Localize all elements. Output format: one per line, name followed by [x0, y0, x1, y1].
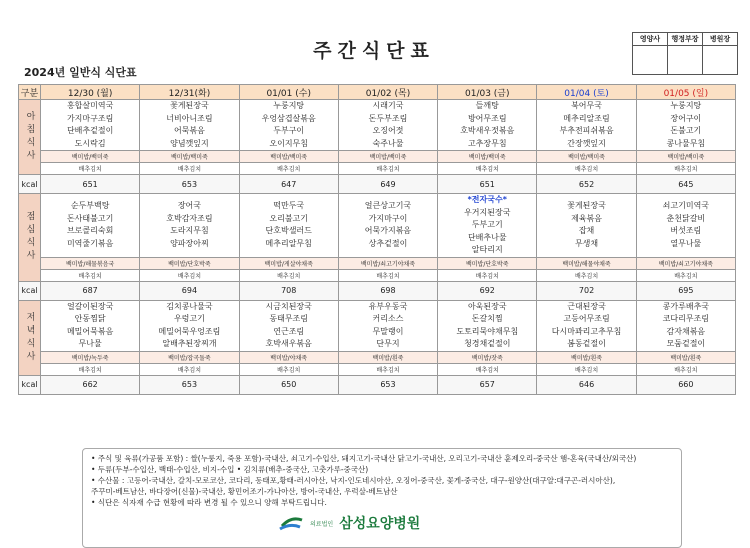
- approval-signature-cell: [633, 46, 668, 75]
- dish-item: 단호박샐러드: [265, 226, 312, 236]
- dish-item: 고추장무침: [467, 138, 507, 148]
- menu-sheet: [10, 28, 738, 532]
- approval-signature-cell: [668, 46, 703, 75]
- day-dishes: [140, 194, 239, 258]
- rice-porridge: 백미밥/백미죽: [636, 151, 735, 163]
- dish-item: 알타리지: [471, 245, 503, 254]
- kcal-value: 653: [140, 375, 239, 394]
- day-header: 12/31(화): [140, 85, 239, 100]
- header-row: [19, 85, 736, 100]
- dish-item: 우렁고기: [173, 314, 205, 323]
- kcal-value: 687: [41, 281, 140, 300]
- dish-item: 두부구이: [273, 126, 305, 135]
- dish-item: 간장깻잎지: [567, 138, 606, 148]
- dish-item: 안동찜닭: [74, 314, 106, 323]
- day-header-saturday: 01/04 (토): [537, 85, 636, 100]
- dish-item: 도시락김: [74, 138, 106, 148]
- meal-kimchi-row: [19, 163, 736, 175]
- dish-item: 얼갈이된장국: [66, 301, 114, 311]
- day-dishes: [636, 300, 735, 351]
- kimchi: 배추김치: [636, 363, 735, 375]
- kcal-value: 698: [338, 281, 437, 300]
- kcal-value: 649: [338, 175, 437, 194]
- dish-item: 단배추겉절이: [66, 126, 114, 135]
- dish-item: 홍합살미역국: [66, 101, 114, 110]
- rice-porridge: 백미밥/흰죽: [338, 351, 437, 363]
- logo-name: 삼성요양병원: [339, 516, 421, 532]
- dish-item: 춘천닭갈비: [666, 213, 706, 223]
- dish-item: 북어무국: [571, 101, 602, 110]
- kcal-value: 695: [636, 281, 735, 300]
- dish-item: 돈갈치찜: [471, 314, 503, 323]
- kimchi: 배추김치: [41, 269, 140, 281]
- dish-item: 코다리무조림: [662, 314, 710, 323]
- rice-porridge: 백미밥/백미죽: [338, 151, 437, 163]
- day-header-sunday: 01/05 (일): [636, 85, 735, 100]
- rice-porridge: 백미밥/백미죽: [41, 151, 140, 163]
- kcal-value: 692: [438, 281, 537, 300]
- rice-porridge: 백미밥/게살야채죽: [239, 257, 338, 269]
- meal-dishes-row: [19, 300, 736, 351]
- day-dishes: [41, 100, 140, 151]
- note-line: • 수산물 : 고등어-국내산, 갈치-모로코산, 코다리, 동태포,황태-러시아산, 낙지-인도네시아산, 오징어-중국산, 꽃게-중국산, 대구-원양산(대구알:대구곤-러시아산),: [91, 476, 616, 485]
- kcal-value: 652: [537, 175, 636, 194]
- approval-label: 영양사: [633, 33, 668, 46]
- meal-kimchi-row: [19, 363, 736, 375]
- dish-item: 도라지무침: [170, 226, 209, 236]
- dish-item: 김치콩나물국: [166, 301, 213, 311]
- dish-item: 어묵볶음: [173, 126, 205, 135]
- rice-porridge: 백미밥/백미죽: [438, 151, 537, 163]
- kimchi: 배추김치: [438, 269, 537, 281]
- kcal-row: [19, 175, 736, 194]
- kimchi: 배추김치: [438, 163, 537, 175]
- day-dishes: [239, 100, 338, 151]
- kcal-value: 702: [537, 281, 636, 300]
- dish-item: 너비아니조림: [166, 113, 213, 123]
- rice-porridge: 백미밥/단호박죽: [438, 257, 537, 269]
- day-dishes: [338, 100, 437, 151]
- kimchi: 배추김치: [239, 363, 338, 375]
- note-line: 주꾸미-베트남산, 바다장어(신물)-국내산, 황민어조기-가나아산, 방어-국내산, 우럭살-베트남산: [91, 487, 398, 496]
- meal-dishes-row: [19, 194, 736, 258]
- rice-porridge: 백미밥/녹두죽: [41, 351, 140, 363]
- day-header: 01/02 (목): [338, 85, 437, 100]
- dish-item: 호박새우젓볶음: [460, 126, 515, 135]
- dish-item: 장어국: [177, 201, 202, 211]
- meal-rice-row: [19, 351, 736, 363]
- kimchi: 배추김치: [239, 163, 338, 175]
- kimchi: 배추김치: [338, 269, 437, 281]
- kimchi: 배추김치: [537, 163, 636, 175]
- page-subtitle: 2024년 일반식 식단표: [24, 66, 137, 79]
- dish-item: 순두부백탕: [70, 201, 110, 211]
- dish-item: 시래기국: [372, 101, 404, 110]
- rice-porridge: 백미밥/잡곡돌죽: [140, 351, 239, 363]
- approval-label: 행정부장: [668, 33, 703, 46]
- meal-dishes-row: [19, 100, 736, 151]
- dish-item: 무말랭이: [372, 326, 404, 336]
- kimchi: 배추김치: [140, 163, 239, 175]
- kimchi: 배추김치: [636, 163, 735, 175]
- dish-item: 메추리알무침: [265, 238, 312, 248]
- hospital-logo-icon: [278, 514, 304, 532]
- dish-item: 단배추나물: [467, 232, 507, 242]
- kimchi: 배추김치: [338, 363, 437, 375]
- note-line: • 식단은 식자재 수급 현황에 따라 변경 될 수 있으니 양해 부탁드립니다.: [91, 498, 327, 507]
- kimchi: 배추김치: [338, 163, 437, 175]
- kcal-value: 694: [140, 281, 239, 300]
- kimchi: 배추김치: [140, 269, 239, 281]
- dish-item: 돈불고기: [670, 126, 702, 135]
- dish-item: 동태무조림: [269, 314, 309, 323]
- dish-item: 숙주나물: [372, 138, 404, 148]
- kcal-value: 657: [438, 375, 537, 394]
- dish-item: 버섯조림: [670, 226, 702, 236]
- dish-item: 다시마꽈리고추무침: [551, 326, 622, 336]
- dish-item: 무생채: [574, 238, 599, 248]
- rice-porridge: 백미밥/단호박죽: [140, 257, 239, 269]
- day-dishes: [338, 194, 437, 258]
- kimchi: 배추김치: [140, 363, 239, 375]
- dish-item: 우거지된장국: [464, 207, 511, 217]
- dish-item: 누룽지탕: [670, 101, 702, 110]
- dish-item: 떡만두국: [273, 201, 305, 211]
- day-dishes: [537, 100, 636, 151]
- meal-rice-row: [19, 151, 736, 163]
- dish-item: 잡채: [578, 226, 595, 236]
- dish-item: 고등어무조림: [563, 314, 610, 323]
- meal-name-label: 저녁식사: [24, 311, 35, 364]
- kcal-label: kcal: [19, 375, 41, 394]
- dish-item: 얼큰상고기국: [364, 201, 412, 211]
- kcal-value: 650: [239, 375, 338, 394]
- dish-item: 브로콜리숙회: [66, 226, 114, 236]
- dish-item: 열무나물: [670, 238, 702, 248]
- dish-item: 유부우동국: [368, 301, 408, 311]
- day-dishes: [537, 194, 636, 258]
- dish-item: 메밀어묵볶음: [66, 326, 114, 336]
- dish-item: 들깨탕: [475, 101, 499, 110]
- dish-item: 모둠겉절이: [666, 339, 706, 348]
- logo-prefix: 의료법인: [310, 520, 334, 528]
- kimchi: 배추김치: [636, 269, 735, 281]
- dish-item: 돈사태불고기: [66, 213, 114, 223]
- dish-item: 콩나물무침: [666, 138, 706, 148]
- origin-notes: [82, 448, 682, 548]
- dish-item: 연근조림: [273, 326, 305, 336]
- day-header: 01/03 (금): [438, 85, 537, 100]
- kcal-label: kcal: [19, 175, 41, 194]
- dish-item: 단무지: [376, 339, 400, 348]
- dish-item: 아욱된장국: [467, 301, 507, 311]
- kcal-value: 651: [41, 175, 140, 194]
- dish-item: 가지마구이: [368, 213, 408, 223]
- dish-item: 돈두부조림: [368, 113, 408, 123]
- dish-item: 호박감자조림: [166, 213, 213, 223]
- dish-item: 양념깻잎지: [170, 138, 209, 148]
- dish-item: *전자국수*: [467, 195, 507, 204]
- meal-kimchi-row: [19, 269, 736, 281]
- meal-name: [19, 300, 41, 375]
- rice-porridge: 백미밥/잣죽: [438, 351, 537, 363]
- kimchi: 배추김치: [537, 363, 636, 375]
- note-line: • 두류(두부-수입산, 백태-수입산, 비지-수입 • 김치류(배추-중국산, 고춧가루-중국산): [91, 465, 369, 474]
- dish-item: 쇠고기미역국: [662, 201, 710, 211]
- dish-item: 오리불고기: [269, 213, 309, 223]
- dish-item: 누룽지탕: [273, 101, 305, 110]
- dish-item: 무나물: [78, 339, 102, 348]
- dish-item: 근대된장국: [567, 301, 606, 311]
- dish-item: 상추겉절이: [368, 238, 408, 248]
- day-dishes: [41, 194, 140, 258]
- dish-item: 시금치된장국: [265, 301, 312, 311]
- dish-item: 장어구이: [670, 113, 702, 123]
- kcal-label: kcal: [19, 281, 41, 300]
- dish-item: 우엉삼겹살볶음: [261, 113, 316, 123]
- day-dishes: [438, 300, 537, 351]
- dish-item: 도토리묵야채무침: [456, 326, 519, 336]
- weekly-menu-table: [18, 84, 736, 395]
- meal-name-label: 점심식사: [24, 211, 35, 264]
- rice-porridge: 백미밥/흰죽: [537, 351, 636, 363]
- dish-item: 감자채볶음: [666, 326, 706, 336]
- kcal-value: 645: [636, 175, 735, 194]
- rice-porridge: 백미밥/야채죽: [239, 351, 338, 363]
- rice-porridge: 백미밥/쇠고기야채죽: [636, 257, 735, 269]
- dish-item: 미역줄기볶음: [66, 238, 114, 248]
- dish-item: 봄동겉절이: [567, 339, 606, 348]
- rice-porridge: 백미밥/해물야채죽: [537, 257, 636, 269]
- dish-item: 제육볶음: [571, 213, 602, 223]
- dish-item: 가지마구조림: [66, 113, 114, 123]
- dish-item: 양파장아찌: [170, 238, 209, 248]
- kimchi: 배추김치: [41, 163, 140, 175]
- day-dishes: [140, 300, 239, 351]
- dish-item: 방어무조림: [467, 113, 507, 123]
- day-header: 12/30 (월): [41, 85, 140, 100]
- day-dishes: [438, 194, 537, 258]
- header-label: 구분: [19, 85, 41, 100]
- dish-item: 콩가루배추국: [662, 301, 710, 311]
- dish-item: 어묵가지볶음: [364, 226, 412, 236]
- kimchi: 배추김치: [537, 269, 636, 281]
- kimchi: 배추김치: [239, 269, 338, 281]
- dish-item: 청경채겉절이: [464, 339, 511, 348]
- kcal-value: 653: [338, 375, 437, 394]
- day-dishes: [636, 100, 735, 151]
- dish-item: 오이지무침: [269, 138, 309, 148]
- rice-porridge: 백미밥/흰죽: [636, 351, 735, 363]
- dish-item: 메밀어묵우엉조림: [158, 326, 221, 336]
- approval-box: [632, 32, 738, 75]
- rice-porridge: 백미밥/백미죽: [239, 151, 338, 163]
- approval-label: 병원장: [703, 33, 738, 46]
- kimchi: 배추김치: [438, 363, 537, 375]
- kcal-row: [19, 375, 736, 394]
- kcal-value: 653: [140, 175, 239, 194]
- dish-item: 꽃게된장국: [170, 101, 209, 110]
- day-dishes: [41, 300, 140, 351]
- meal-name: [19, 100, 41, 175]
- rice-porridge: 백미밥/쇠고기야채죽: [338, 257, 437, 269]
- kcal-value: 660: [636, 375, 735, 394]
- day-header: 01/01 (수): [239, 85, 338, 100]
- day-dishes: [239, 194, 338, 258]
- rice-porridge: 백미밥/해물볶음국: [41, 257, 140, 269]
- approval-signature-cell: [703, 46, 738, 75]
- kcal-row: [19, 281, 736, 300]
- rice-porridge: 백미밥/백미죽: [140, 151, 239, 163]
- kcal-value: 708: [239, 281, 338, 300]
- kcal-value: 662: [41, 375, 140, 394]
- day-dishes: [537, 300, 636, 351]
- kcal-value: 646: [537, 375, 636, 394]
- note-line: • 주식 및 육류(가공품 포함) : 쌀(누룽지, 죽용 포함)-국내산, 쇠고기-수입산, 돼지고기-국내산 닭고기-국내산, 오리고기-국내산 훈제오리-중국산 햄-혼육(국내산/외국산): [91, 454, 637, 463]
- dish-item: 알배추된장찌개: [162, 339, 217, 348]
- kimchi: 배추김치: [41, 363, 140, 375]
- meal-name: [19, 194, 41, 282]
- day-dishes: [636, 194, 735, 258]
- meal-rice-row: [19, 257, 736, 269]
- day-dishes: [140, 100, 239, 151]
- dish-item: 오징어젓: [372, 126, 404, 135]
- day-dishes: [239, 300, 338, 351]
- page-title: 주간식단표: [313, 40, 435, 62]
- rice-porridge: 백미밥/백미죽: [537, 151, 636, 163]
- kcal-value: 647: [239, 175, 338, 194]
- meal-name-label: 아침식사: [24, 111, 35, 163]
- dish-item: 호박새우볶음: [265, 339, 312, 348]
- dish-item: 두부고기: [471, 220, 503, 229]
- dish-item: 부추전피쉬볶음: [559, 126, 614, 135]
- hospital-logo: [278, 513, 420, 533]
- kcal-value: 651: [438, 175, 537, 194]
- dish-item: 커리소스: [372, 314, 404, 323]
- day-dishes: [438, 100, 537, 151]
- day-dishes: [338, 300, 437, 351]
- dish-item: 꽃게된장국: [567, 201, 606, 211]
- dish-item: 메추리알조림: [563, 113, 610, 123]
